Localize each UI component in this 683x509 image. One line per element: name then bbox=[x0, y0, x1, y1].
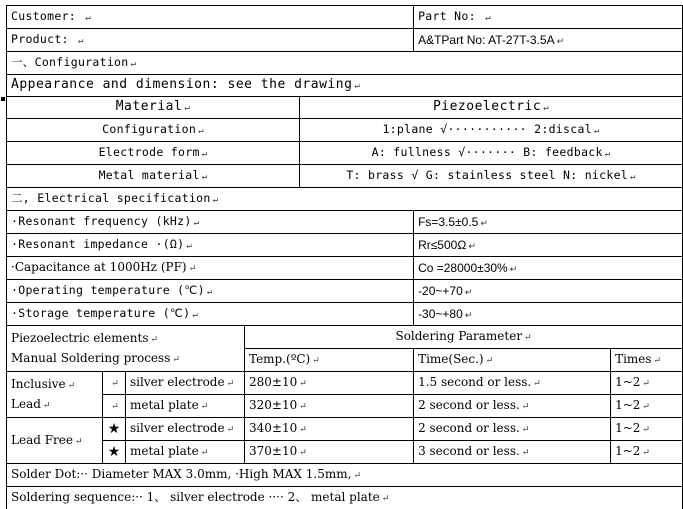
soldering-process-label bbox=[7, 326, 245, 372]
part-no-cell: Part No: ↵ bbox=[414, 6, 683, 29]
metal-material-value: T: brass √ G: stainless steel N: nickel ↵ bbox=[300, 165, 683, 188]
storage-temperature-label: ·Storage temperature (℃) ↵ bbox=[7, 303, 414, 326]
resonant-impedance-label: ·Resonant impedance ·(Ω) ↵ bbox=[7, 234, 414, 257]
material-value: Piezoelectric ↵ bbox=[300, 97, 683, 119]
appearance-row: Appearance and dimension: see the drawing ↵ bbox=[7, 75, 683, 97]
star-icon: ★ bbox=[108, 421, 121, 437]
inclusive-row1-mark: ↵ bbox=[103, 372, 126, 395]
inclusive-lead-label: Inclusive ↵ Lead ↵ bbox=[7, 372, 103, 418]
lead-free-row2-type: metal plate ↵ bbox=[126, 441, 245, 464]
lead-free-row1-time: 2 second or less. ↵ bbox=[414, 418, 611, 441]
operating-temperature-value: -20~+70 ↵ bbox=[414, 280, 683, 303]
resonant-frequency-value: Fs=3.5±0.5 ↵ bbox=[414, 211, 683, 234]
col-time-header: Time(Sec.) ↵ bbox=[414, 349, 611, 372]
inclusive-row1-time: 1.5 second or less. ↵ bbox=[414, 372, 611, 395]
storage-temperature-value: -30~+80 ↵ bbox=[414, 303, 683, 326]
electrode-form-label: Electrode form ↵ bbox=[7, 142, 300, 165]
atpart-cell: A&TPart No: AT-27T-3.5A ↵ bbox=[414, 29, 683, 52]
resonant-impedance-value: Rr≤500Ω ↵ bbox=[414, 234, 683, 257]
specification-sheet bbox=[6, 5, 622, 509]
lead-free-row1-temp: 340±10 ↵ bbox=[245, 418, 414, 441]
solder-dot-row: Solder Dot:·· Diameter MAX 3.0mm, ·High MAX 1.5mm, ↵ bbox=[7, 464, 683, 487]
capacitance-label: ·Capacitance at 1000Hz (PF) ↵ bbox=[7, 257, 414, 280]
lead-free-row2-temp: 370±10 ↵ bbox=[245, 441, 414, 464]
product-cell: Product: ↵ bbox=[7, 29, 414, 52]
metal-material-label: Metal material ↵ bbox=[7, 165, 300, 188]
star-icon: ★ bbox=[108, 444, 121, 460]
configuration-section-title: 一、Configuration ↵ bbox=[7, 52, 683, 75]
col-times-header: Times ↵ bbox=[611, 349, 683, 372]
inclusive-row2-temp: 320±10 ↵ bbox=[245, 395, 414, 418]
lead-free-row1-times: 1~2 ↵ bbox=[611, 418, 683, 441]
resonant-frequency-label: ·Resonant frequency (kHz) ↵ bbox=[7, 211, 414, 234]
soldering-parameter-title: Soldering Parameter ↵ bbox=[245, 326, 683, 349]
inclusive-row2-mark: ↵ bbox=[103, 395, 126, 418]
lead-free-row1-type: silver electrode ↵ bbox=[126, 418, 245, 441]
operating-temperature-label: ·Operating temperature (℃) ↵ bbox=[7, 280, 414, 303]
lead-free-row1-star bbox=[103, 418, 126, 441]
manual-soldering-text: Manual Soldering process ↵ bbox=[11, 349, 240, 369]
lead-free-row2-time: 3 second or less. ↵ bbox=[414, 441, 611, 464]
col-temp-header: Temp.(ºC) ↵ bbox=[245, 349, 414, 372]
material-label: Material ↵ bbox=[7, 97, 300, 119]
lead-free-label: Lead Free ↵ bbox=[7, 418, 103, 464]
capacitance-value: Co =28000±30% ↵ bbox=[414, 257, 683, 280]
configuration-value: 1:plane √··········· 2:discal ↵ bbox=[300, 119, 683, 142]
soldering-sequence-row: Soldering sequence:·· 1、 silver electrode ···· 2、 metal plate ↵ bbox=[7, 487, 683, 509]
spec-table bbox=[6, 5, 683, 509]
bullet-square bbox=[1, 97, 5, 101]
piezo-elements-text: Piezoelectric elements ↵ bbox=[11, 329, 240, 349]
inclusive-row2-time: 2 second or less. ↵ bbox=[414, 395, 611, 418]
lead-free-row2-times: 1~2 ↵ bbox=[611, 441, 683, 464]
configuration-label: Configuration ↵ bbox=[7, 119, 300, 142]
inclusive-row1-type: silver electrode ↵ bbox=[126, 372, 245, 395]
inclusive-row2-type: metal plate ↵ bbox=[126, 395, 245, 418]
inclusive-row1-temp: 280±10 ↵ bbox=[245, 372, 414, 395]
electrode-form-value: A: fullness √······· B: feedback ↵ bbox=[300, 142, 683, 165]
inclusive-row2-times: 1~2 ↵ bbox=[611, 395, 683, 418]
customer-cell: Customer: ↵ bbox=[7, 6, 414, 29]
inclusive-row1-times: 1~2 ↵ bbox=[611, 372, 683, 395]
electrical-section-title: 二, Electrical specification ↵ bbox=[7, 188, 683, 211]
lead-free-row2-star bbox=[103, 441, 126, 464]
